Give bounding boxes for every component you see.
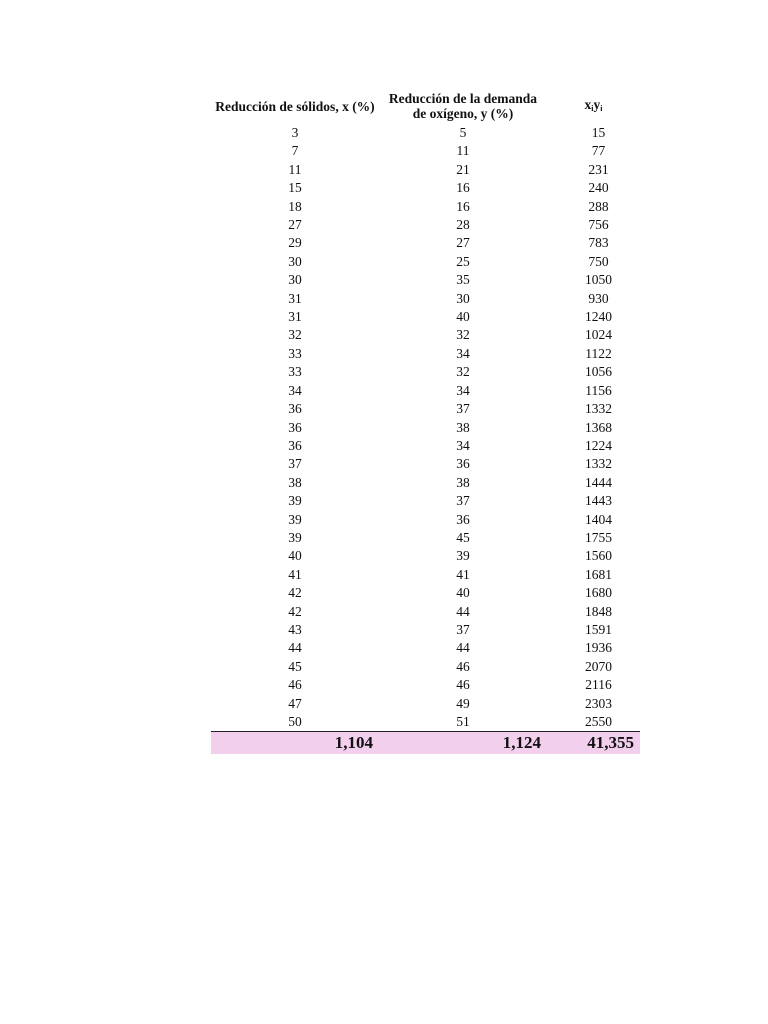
table-row	[211, 529, 640, 547]
cell-y: 37	[456, 493, 470, 509]
cell-y: 39	[456, 548, 470, 564]
cell-y: 44	[456, 640, 470, 656]
table-row	[211, 290, 640, 308]
cell-x: 36	[288, 401, 302, 417]
cell-x: 39	[288, 511, 302, 527]
cell-y: 36	[456, 511, 470, 527]
cell-xy: 2303	[585, 695, 612, 711]
cell-x: 45	[288, 658, 302, 674]
cell-xy: 1056	[585, 364, 612, 380]
table-row	[211, 511, 640, 529]
table-row	[211, 566, 640, 584]
cell-x: 3	[291, 125, 299, 140]
cell-x: 47	[288, 695, 302, 711]
cell-x: 18	[288, 198, 302, 214]
table-row	[211, 345, 640, 363]
cell-x: 44	[288, 640, 302, 656]
data-table	[211, 88, 640, 754]
cell-xy: 756	[588, 217, 609, 233]
header-xy	[547, 88, 640, 124]
table-row	[211, 455, 640, 473]
table-row	[211, 639, 640, 657]
cell-xy: 1936	[585, 640, 612, 656]
cell-xy: 1404	[585, 511, 612, 527]
cell-x: 42	[288, 585, 302, 601]
total-y: 1,124	[379, 732, 547, 755]
cell-xy: 1680	[585, 585, 612, 601]
header-xy-y: y	[593, 96, 601, 112]
cell-y: 30	[456, 290, 470, 306]
cell-xy: 288	[588, 198, 609, 214]
cell-x: 31	[288, 309, 302, 325]
cell-x: 43	[288, 621, 302, 637]
cell-xy: 2550	[585, 714, 612, 729]
cell-xy: 1444	[585, 474, 612, 490]
cell-x: 39	[288, 529, 302, 545]
table-body	[211, 124, 640, 732]
cell-y: 16	[456, 198, 470, 214]
table-totals	[211, 732, 640, 755]
total-xy: 41,355	[547, 732, 640, 755]
table-header	[211, 88, 640, 124]
table-row	[211, 161, 640, 179]
header-x	[211, 88, 379, 124]
table-row	[211, 271, 640, 289]
cell-y: 45	[456, 529, 470, 545]
table-row	[211, 216, 640, 234]
cell-y: 37	[456, 401, 470, 417]
cell-x: 36	[288, 419, 302, 435]
table-row	[211, 400, 640, 418]
cell-xy: 1332	[585, 401, 612, 417]
table-row	[211, 419, 640, 437]
cell-xy: 2070	[585, 658, 612, 674]
cell-x: 34	[288, 382, 302, 398]
totals-row	[211, 732, 640, 755]
cell-y: 34	[456, 382, 470, 398]
table-row	[211, 603, 640, 621]
cell-x: 41	[288, 566, 302, 582]
cell-x: 37	[288, 456, 302, 472]
cell-x: 39	[288, 493, 302, 509]
cell-x: 50	[288, 714, 302, 729]
cell-y: 25	[456, 253, 470, 269]
cell-xy: 1024	[585, 327, 612, 343]
cell-x: 31	[288, 290, 302, 306]
cell-x: 7	[291, 143, 299, 159]
cell-xy: 1332	[585, 456, 612, 472]
header-y-label-line1: Reducción de la demanda	[388, 91, 538, 106]
cell-y: 27	[456, 235, 470, 251]
cell-y: 51	[456, 714, 470, 729]
table-row	[211, 198, 640, 216]
cell-xy: 1240	[585, 309, 612, 325]
cell-y: 36	[456, 456, 470, 472]
cell-y: 40	[456, 309, 470, 325]
cell-x: 15	[288, 180, 302, 196]
header-row	[211, 88, 640, 124]
cell-xy: 1443	[585, 493, 612, 509]
cell-x: 42	[288, 603, 302, 619]
cell-x: 33	[288, 345, 302, 361]
table-row	[211, 124, 640, 142]
cell-y: 38	[456, 419, 470, 435]
cell-y: 11	[456, 143, 470, 159]
table-row	[211, 253, 640, 271]
cell-xy: 1591	[585, 621, 612, 637]
cell-xy: 1681	[585, 566, 612, 582]
table-row	[211, 326, 640, 344]
cell-xy: 930	[588, 290, 609, 306]
cell-y: 46	[456, 677, 470, 693]
cell-x: 38	[288, 474, 302, 490]
data-table-sheet	[211, 88, 640, 754]
header-y	[379, 88, 547, 124]
cell-x: 11	[288, 161, 302, 177]
cell-y: 40	[456, 585, 470, 601]
cell-y: 41	[456, 566, 470, 582]
cell-y: 35	[456, 272, 470, 288]
cell-xy: 1224	[585, 437, 612, 453]
table-row	[211, 179, 640, 197]
cell-x: 27	[288, 217, 302, 233]
table-row	[211, 713, 640, 732]
cell-xy: 77	[591, 143, 606, 159]
cell-x: 29	[288, 235, 302, 251]
cell-y: 32	[456, 327, 470, 343]
cell-x: 36	[288, 437, 302, 453]
cell-xy: 1156	[585, 382, 612, 398]
table-row	[211, 234, 640, 252]
cell-y: 34	[456, 437, 470, 453]
cell-xy: 1560	[585, 548, 612, 564]
cell-xy: 15	[591, 125, 606, 140]
header-y-label-line2: de oxígeno, y (%)	[412, 106, 514, 121]
cell-xy: 783	[588, 235, 609, 251]
table-row	[211, 695, 640, 713]
cell-xy: 2116	[585, 677, 612, 693]
cell-x: 30	[288, 253, 302, 269]
table-row	[211, 474, 640, 492]
cell-y: 34	[456, 345, 470, 361]
table-row	[211, 492, 640, 510]
cell-x: 40	[288, 548, 302, 564]
cell-y: 28	[456, 217, 470, 233]
header-xy-x: x	[584, 96, 592, 112]
cell-x: 33	[288, 364, 302, 380]
table-row	[211, 547, 640, 565]
header-xy-y-subscript: i	[600, 103, 603, 113]
cell-xy: 1848	[585, 603, 612, 619]
cell-xy: 1050	[585, 272, 612, 288]
cell-y: 49	[456, 695, 470, 711]
cell-xy: 240	[588, 180, 609, 196]
table-row	[211, 308, 640, 326]
table-row	[211, 142, 640, 160]
cell-xy: 231	[588, 161, 609, 177]
cell-y: 16	[456, 180, 470, 196]
cell-x: 32	[288, 327, 302, 343]
table-row	[211, 437, 640, 455]
table-row	[211, 363, 640, 381]
header-xy-x-subscript: i	[591, 103, 594, 113]
cell-y: 37	[456, 621, 470, 637]
table-row	[211, 658, 640, 676]
cell-y: 38	[456, 474, 470, 490]
cell-xy: 1755	[585, 529, 612, 545]
total-x: 1,104	[211, 732, 379, 755]
cell-y: 21	[456, 161, 470, 177]
cell-x: 30	[288, 272, 302, 288]
cell-y: 32	[456, 364, 470, 380]
cell-xy: 1368	[585, 419, 612, 435]
cell-xy: 1122	[585, 345, 612, 361]
cell-y: 5	[459, 125, 467, 140]
table-row	[211, 382, 640, 400]
cell-y: 44	[456, 603, 470, 619]
cell-x: 46	[288, 677, 302, 693]
table-row	[211, 584, 640, 602]
cell-xy: 750	[588, 253, 609, 269]
table-row	[211, 676, 640, 694]
header-x-label: Reducción de sólidos, x (%)	[215, 98, 375, 114]
table-row	[211, 621, 640, 639]
cell-y: 46	[456, 658, 470, 674]
